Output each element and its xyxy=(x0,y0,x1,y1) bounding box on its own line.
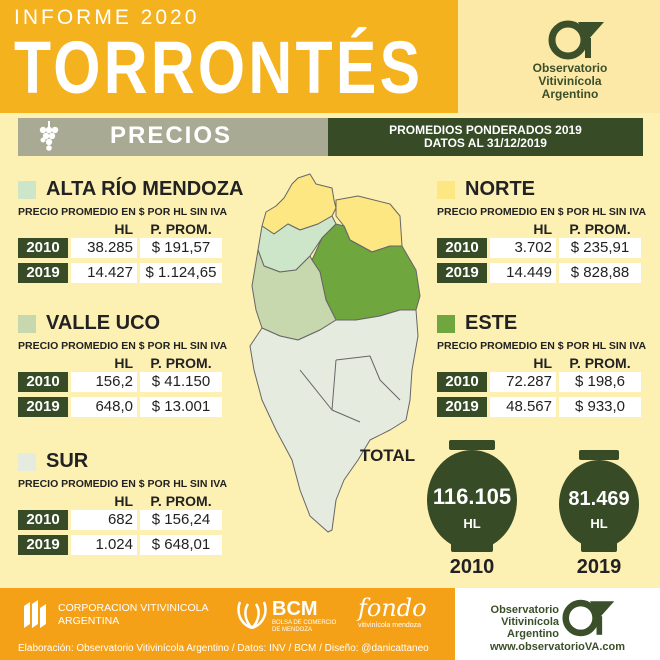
section-subtitle-line2: DATOS AL 31/12/2019 xyxy=(424,136,547,150)
bcm-sub xyxy=(272,620,336,634)
region-subtitle: PRECIO PROMEDIO EN $ POR HL SIN IVA xyxy=(18,206,228,218)
grapes-icon xyxy=(36,120,62,154)
ova-logo-footer-icon xyxy=(562,596,618,640)
coviar-name xyxy=(58,602,209,628)
row-price: $ 198,6 xyxy=(559,372,641,392)
row-year: 2019 xyxy=(18,263,68,283)
region-name-alta-r-o-mendoza: ALTA RÍO MENDOZA xyxy=(46,178,244,200)
barrel-2019-unit: HL xyxy=(590,516,608,531)
mendoza-map xyxy=(240,160,440,540)
region-subtitle: PRECIO PROMEDIO EN $ POR HL SIN IVA xyxy=(437,206,647,218)
region-name-norte: NORTE xyxy=(465,178,535,200)
org-name-line2: Vitivinícola xyxy=(538,74,602,88)
coviar-line2: ARGENTINA xyxy=(58,615,120,627)
org-name-line3: Argentino xyxy=(541,87,599,101)
row-price: $ 648,01 xyxy=(140,535,222,555)
col-header-price: P. PROM. xyxy=(150,221,212,237)
row-price: $ 156,24 xyxy=(140,510,222,530)
row-year: 2019 xyxy=(18,535,68,555)
section-subtitle xyxy=(328,124,643,150)
total-label: TOTAL xyxy=(360,446,416,465)
barrel-2010-unit: HL xyxy=(463,516,481,531)
col-header-price: P. PROM. xyxy=(150,493,212,509)
org-name xyxy=(500,62,640,101)
col-header-hl: HL xyxy=(114,493,133,509)
row-year: 2010 xyxy=(18,238,68,258)
row-hl: 14.449 xyxy=(490,263,556,283)
ova-logo-icon xyxy=(548,18,608,62)
website-link[interactable]: www.observatorioVA.com xyxy=(489,641,626,653)
row-hl: 3.702 xyxy=(490,238,556,258)
legend-swatch-sur xyxy=(18,453,36,471)
region-name-sur: SUR xyxy=(46,450,89,472)
report-kicker: INFORME 2020 xyxy=(14,6,200,29)
row-year: 2010 xyxy=(437,238,487,258)
row-hl: 682 xyxy=(71,510,137,530)
barrel-2019-value: 81.469 xyxy=(568,488,630,510)
row-year: 2010 xyxy=(18,372,68,392)
row-hl: 72.287 xyxy=(490,372,556,392)
credits: Elaboración: Observatorio Vitivinícola Argentino / Datos: INV / BCM / Diseño: @danicattaneo xyxy=(18,643,429,654)
bcm-logo-icon xyxy=(234,598,270,632)
row-year: 2019 xyxy=(437,397,487,417)
row-price: $ 41.150 xyxy=(140,372,222,392)
bcm-name: BCM xyxy=(272,598,318,620)
row-price: $ 235,91 xyxy=(559,238,641,258)
coviar-line1: CORPORACION VITIVINICOLA xyxy=(58,602,209,614)
footer-org-line1: Observatorio xyxy=(490,604,559,616)
region-subtitle: PRECIO PROMEDIO EN $ POR HL SIN IVA xyxy=(437,340,647,352)
region-name-este: ESTE xyxy=(465,312,518,334)
region-subtitle: PRECIO PROMEDIO EN $ POR HL SIN IVA xyxy=(18,340,228,352)
col-header-hl: HL xyxy=(533,355,552,371)
section-title: PRECIOS xyxy=(110,122,233,149)
org-name-line1: Observatorio xyxy=(532,61,608,75)
col-header-hl: HL xyxy=(114,355,133,371)
page-title: TORRONTÉS xyxy=(14,26,424,109)
legend-swatch-valle-uco xyxy=(18,315,36,333)
col-header-hl: HL xyxy=(533,221,552,237)
col-header-price: P. PROM. xyxy=(569,221,631,237)
row-price: $ 191,57 xyxy=(140,238,222,258)
row-year: 2010 xyxy=(18,510,68,530)
legend-swatch-este xyxy=(437,315,455,333)
legend-swatch-alta-r-o-mendoza xyxy=(18,181,36,199)
region-subtitle: PRECIO PROMEDIO EN $ POR HL SIN IVA xyxy=(18,478,228,490)
row-hl: 648,0 xyxy=(71,397,137,417)
coviar-logo-icon xyxy=(20,598,50,632)
col-header-price: P. PROM. xyxy=(569,355,631,371)
row-price: $ 1.124,65 xyxy=(140,263,222,283)
row-year: 2019 xyxy=(437,263,487,283)
row-price: $ 933,0 xyxy=(559,397,641,417)
legend-swatch-norte xyxy=(437,181,455,199)
row-price: $ 828,88 xyxy=(559,263,641,283)
footer-org-line3: Argentino xyxy=(507,628,559,640)
fondo-name: fondo xyxy=(358,594,427,622)
bcm-sub-line1: BOLSA DE COMERCIO xyxy=(272,620,337,626)
barrel-2010-year: 2010 xyxy=(449,556,495,578)
map-region-sur xyxy=(250,310,418,532)
footer-org-line2: Vitivinícola xyxy=(501,616,559,628)
row-price: $ 13.001 xyxy=(140,397,222,417)
row-hl: 156,2 xyxy=(71,372,137,392)
footer-org-name xyxy=(473,604,559,640)
bcm-sub-line2: DE MENDOZA xyxy=(272,627,313,633)
row-hl: 48.567 xyxy=(490,397,556,417)
barrel-2019-year: 2019 xyxy=(576,556,622,578)
region-name-valle-uco: VALLE UCO xyxy=(46,312,161,334)
row-year: 2019 xyxy=(18,397,68,417)
barrel-2010-value: 116.105 xyxy=(432,484,512,509)
row-hl: 1.024 xyxy=(71,535,137,555)
row-hl: 38.285 xyxy=(71,238,137,258)
row-year: 2010 xyxy=(437,372,487,392)
fondo-sub: vitivinícola mendoza xyxy=(358,622,422,629)
col-header-hl: HL xyxy=(114,221,133,237)
row-hl: 14.427 xyxy=(71,263,137,283)
section-subtitle-line1: PROMEDIOS PONDERADOS 2019 xyxy=(389,123,582,137)
col-header-price: P. PROM. xyxy=(150,355,212,371)
